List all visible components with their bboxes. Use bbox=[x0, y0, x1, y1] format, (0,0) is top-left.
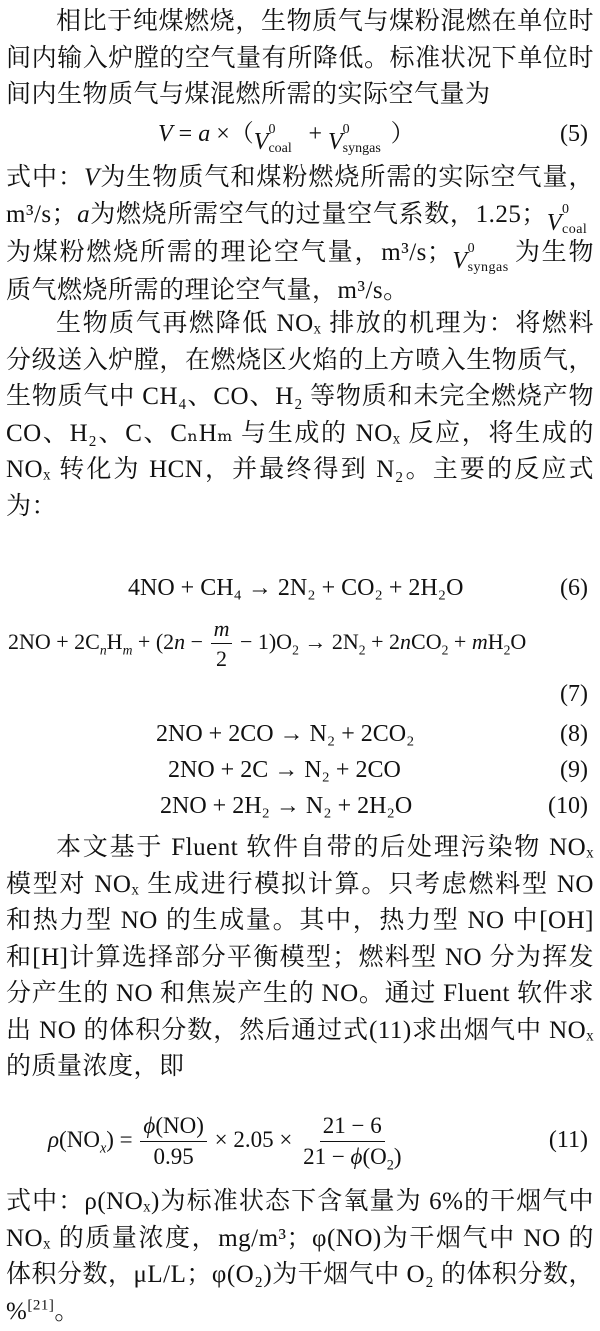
citation-21[interactable]: [21] bbox=[27, 1297, 55, 1314]
equation-7-number-row bbox=[0, 674, 600, 714]
equation-7: $2NO + 2C_nH_m + (2n$ − $\frac{m}{2}$ − $1)O_2 \to 2N_2 + 2nCO_2 + mH_2O$ bbox=[8, 616, 527, 672]
equation-number-7: (7) bbox=[560, 681, 588, 707]
equation-11: $\rho(NO_x)$ = $\frac{\phi(NO)}{0.95}$ × 2.05 × $\frac{21 - 6}{21 - \phi(O_2)}$ (11) bbox=[0, 1102, 600, 1178]
paragraph-concentration-definitions: 式中：ρ(NOₓ)为标准状态下含氧量为 6%的干烟气中 NOₓ 的质量浓度，mg/m³；φ(NO)为干烟气中 NO 的体积分数，μL/L；φ(O₂)为干烟气中 O₂ 的体积分数，%[21]。 bbox=[6, 1188, 595, 1325]
paragraph-reburn-mechanism: 生物质气再燃降低 NOₓ 排放的机理为：将燃料分级送入炉膛，在燃烧区火焰的上方喷入生物质气，生物质气中 CH₄、CO、H₂ 等物质和未完全燃烧产物 CO、H₂、C、CₙHₘ 与生成的 NOₓ 反应，将生成的 NOₓ 转化为 HCN，并最终得到 N₂。主要的反应式为： bbox=[6, 310, 594, 520]
equation-10: 2NO + 2H₂ → N₂ + 2H₂O (10) bbox=[0, 786, 600, 826]
equation-8: 2NO + 2CO → N₂ + 2CO₂ (8) bbox=[0, 714, 600, 754]
equation-number-6: (6) bbox=[560, 575, 588, 601]
paragraph-air-volume: 相比于纯煤燃烧，生物质气与煤粉混燃在单位时间内输入炉膛的空气量有所降低。标准状况下单位时间内生物质气与煤混燃所需的实际空气量为 bbox=[6, 8, 594, 108]
eq5-symbol-a: a bbox=[198, 121, 211, 147]
eq5-symbol-v: V bbox=[158, 121, 173, 147]
equation-5: V = a ×（V 0 coal + V 0 syngas ） (5) bbox=[0, 114, 600, 154]
equation-6: 4NO + CH₄ → 2N₂ + CO₂ + 2H₂O (6) bbox=[0, 568, 600, 608]
equation-number-11: (11) bbox=[548, 1127, 588, 1153]
equation-number-5: (5) bbox=[560, 121, 588, 147]
paragraph-symbol-definitions: 式中：V为生物质气和煤粉燃烧所需的实际空气量，m³/s；a为燃烧所需空气的过量空气系数，1.25；V 0 coal 为煤粉燃烧所需的理论空气量，m³/s；V 0 syngas 为生物质气燃烧所需的理论空气量，m³/s。 bbox=[6, 164, 594, 305]
equation-number-10: (10) bbox=[548, 793, 588, 819]
paragraph-fluent-model: 本文基于 Fluent 软件自带的后处理污染物 NOₓ 模型对 NOₓ 生成进行模拟计算。只考虑燃料型 NO 和热力型 NO 的生成量。其中，热力型 NO 中[OH]和[H]计算选择部分平衡模型；燃料型 NO 分为挥发分产生的 NO 和焦炭产生的 NO。通过 Fluent 软件求出 NO 的体积分数，然后通过式(11)求出烟气中 NOₓ 的质量浓度，即 bbox=[6, 834, 594, 1080]
equation-number-9: (9) bbox=[560, 757, 588, 783]
equation-number-8: (8) bbox=[560, 721, 588, 747]
equation-9: 2NO + 2C → N₂ + 2CO (9) bbox=[0, 750, 600, 790]
